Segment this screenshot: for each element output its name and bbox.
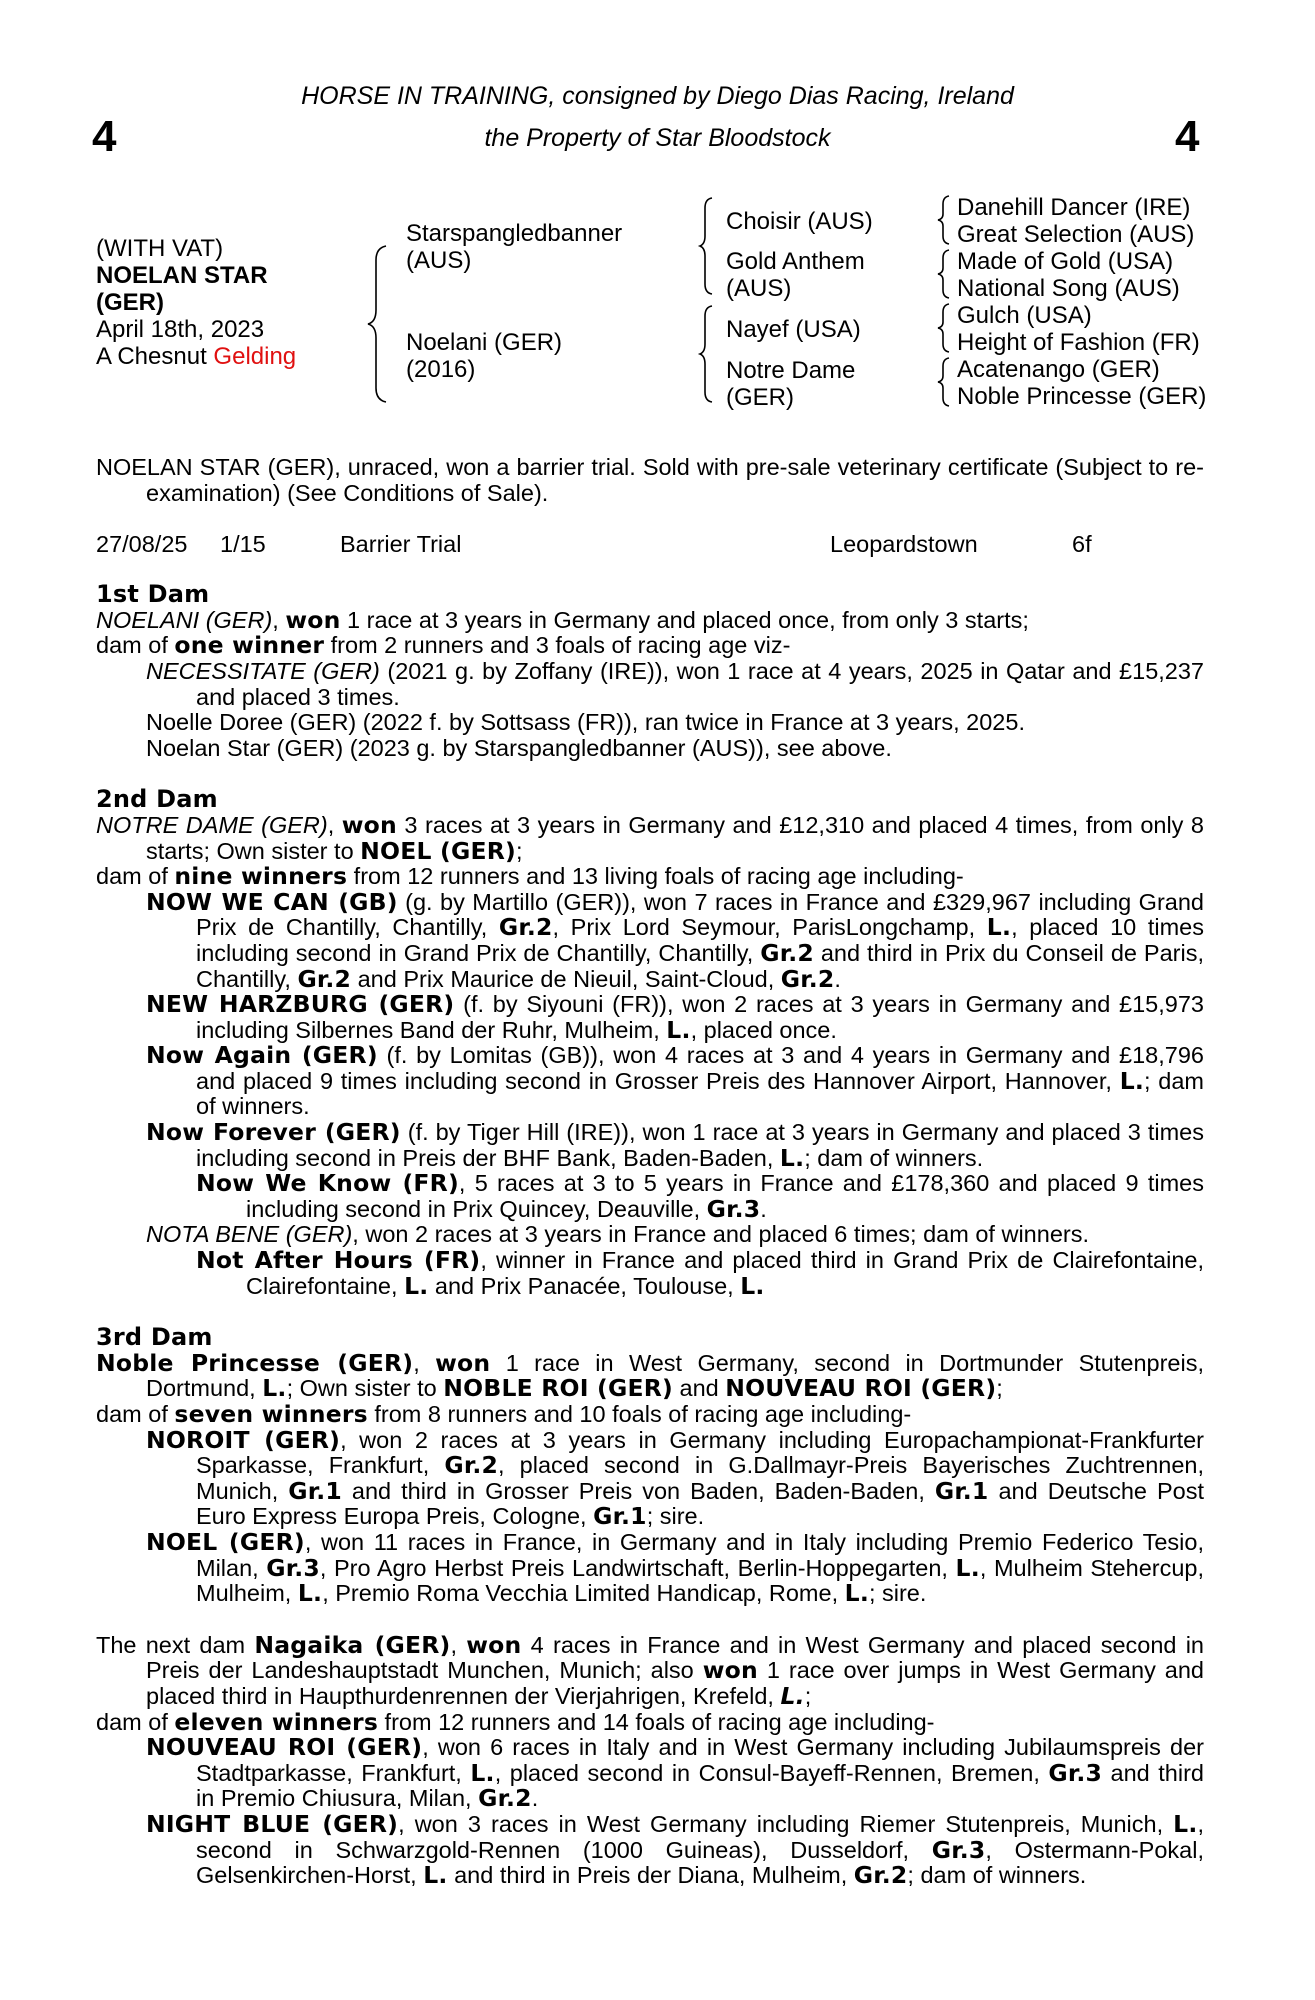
produce-nouveau-roi: NOUVEAU ROI (GER), won 6 races in Italy and in West Germany including Jubilaumspreis der Stadtparkasse, Frankfurt, L., placed second in Consul-Bayeff-Rennen, Bremen, Gr.3 and third in Premio Chiusura, Milan, Gr.2.	[146, 1733, 1204, 1813]
produce-new-harzburg: NEW HARZBURG (GER) (f. by Siyouni (FR)), won 2 races at 3 years in Germany and £15,973 including Silbernes Band der Ruhr, Mulheim, L., placed once.	[146, 990, 1204, 1044]
horse-name: NOELAN STAR	[96, 262, 268, 289]
produce-necessitate: NECESSITATE (GER) (2021 g. by Zoffany (IRE)), won 1 race at 4 years, 2025 in Qatar and £15,237 and placed 3 times.	[146, 657, 1204, 710]
produce-now-again: Now Again (GER) (f. by Lomitas (GB)), won 4 races at 3 and 4 years in Germany and £18,796 and placed 9 times including second in Grosser Preis des Hannover Airport, Hannover, L.; dam of winners.	[146, 1041, 1204, 1120]
second-dam-record: NOTRE DAME (GER), won 3 races at 3 years in Germany and £12,310 and placed 4 times, from only 8 starts; Own sister to NOEL (GER);	[96, 810, 1204, 865]
fourth-dam-record: The next dam Nagaika (GER), won 4 races in France and in West Germany and placed second in Preis der Landeshauptstadt Munchen, Munich; also won 1 race over jumps in West Germany and placed third in Haupthurdenrennen der Vierjahrigen, Krefeld, L.;	[96, 1630, 1204, 1710]
third-dam-record: Noble Princesse (GER), won 1 race in West Germany, second in Dortmunder Stutenpreis, Dortmund, L.; Own sister to NOBLE ROI (GER) and NOUVEAU ROI (GER);	[96, 1348, 1204, 1403]
trial-course: Leopardstown	[830, 531, 978, 558]
pedigree-brace-sire-side	[700, 196, 716, 296]
gen3-ancestors: Danehill Dancer (IRE) Great Selection (AUS) Made of Gold (USA) National Song (AUS) Gulch (USA) Height of Fashion (FR) Acatenango (GER) Noble Princesse (GER)	[957, 194, 1207, 410]
first-dam-produce: dam of one winner from 2 runners and 3 foals of racing age viz-	[96, 631, 791, 660]
produce-night-blue: NIGHT BLUE (GER), won 3 races in West Germany including Riemer Stutenpreis, Munich, L., second in Schwarzgold-Rennen (1000 Guineas), Dusseldorf, Gr.3, Ostermann-Pokal, Gelsenkirchen-Horst, L. and third in Preis der Diana, Mulheim, Gr.2; dam of winners.	[146, 1809, 1204, 1890]
third-dam-heading: 3rd Dam	[96, 1323, 213, 1352]
trial-result: 1/15	[220, 531, 266, 558]
third-dam-produce: dam of seven winners from 8 runners and 10 foals of racing age including-	[96, 1400, 912, 1428]
dam-dam: Notre Dame (GER)	[726, 357, 856, 411]
brace-gen3-2	[938, 248, 952, 300]
produce-noel: NOEL (GER), won 11 races in France, in Germany and in Italy including Premio Federico Tesio, Milan, Gr.3, Pro Agro Herbst Preis Landwirtschaft, Berlin-Hoppegarten, L., Mulheim Stehercup, Mulheim, L., Premio Roma Vecchia Limited Handicap, Rome, L.; sire.	[146, 1527, 1205, 1608]
second-dam-produce: dam of nine winners from 12 runners and 13 living foals of racing age including-	[96, 862, 964, 891]
vat-note: (WITH VAT)	[96, 235, 224, 262]
barrier-trial-row	[96, 532, 1204, 558]
pedigree-brace-dam-side	[700, 304, 716, 404]
summary: NOELAN STAR (GER), unraced, won a barrier trial. Sold with pre-sale veterinary certificate (Subject to re-examination) (See Conditions of Sale).	[96, 454, 1204, 506]
produce-now-we-know: Now We Know (FR), 5 races at 3 to 5 years in France and £178,360 and placed 9 times including second in Prix Quincey, Deauville, Gr.3.	[196, 1169, 1204, 1223]
catalogue-header: HORSE IN TRAINING, consigned by Diego Dias Racing, Ireland	[301, 82, 1014, 110]
sire-dam: Gold Anthem (AUS)	[726, 248, 865, 302]
horse-country: (GER)	[96, 289, 164, 316]
produce-not-after-hours: Not After Hours (FR), winner in France and placed third in Grand Prix de Clairefontaine, Clairefontaine, L. and Prix Panacée, Toulouse, L.	[196, 1246, 1204, 1300]
lot-number-left: 4	[92, 112, 117, 161]
horse-info	[96, 235, 296, 370]
foaling-date: April 18th, 2023	[96, 316, 265, 343]
dam-name: Noelani (GER) (2016)	[406, 329, 563, 383]
first-dam-heading: 1st Dam	[96, 580, 210, 609]
lot-number-right: 4	[1175, 112, 1200, 161]
produce-noelle-doree: Noelle Doree (GER) (2022 f. by Sottsass (FR)), ran twice in France at 3 years, 2025.	[146, 709, 1025, 736]
colour-sex	[96, 343, 296, 370]
produce-now-we-can: NOW WE CAN (GB) (g. by Martillo (GER)), won 7 races in France and £329,967 including Grand Prix de Chantilly, Chantilly, Gr.2, Prix Lord Seymour, ParisLongchamp, L., placed 10 times including second in Grand Prix de Chantilly, Chantilly, Gr.2 and third in Prix du Conseil de Paris, Chantilly, Gr.2 and Prix Maurice de Nieuil, Saint-Cloud, Gr.2.	[146, 887, 1204, 993]
trial-race: Barrier Trial	[340, 531, 462, 558]
second-dam-heading: 2nd Dam	[96, 785, 218, 814]
produce-nota-bene: NOTA BENE (GER), won 2 races at 3 years in France and placed 6 times; dam of winners.	[146, 1221, 1089, 1248]
sire-name: Starspangledbanner (AUS)	[406, 220, 623, 274]
brace-gen3-4	[938, 356, 952, 408]
produce-noelan-star: Noelan Star (GER) (2023 g. by Starspangledbanner (AUS)), see above.	[146, 734, 892, 761]
catalogue-body	[96, 455, 1204, 1889]
horse-sex: Gelding	[213, 343, 297, 370]
brace-gen3-1	[938, 194, 952, 246]
trial-date: 27/08/25	[96, 531, 188, 558]
brace-gen3-3	[938, 302, 952, 354]
first-dam-record: NOELANI (GER), won 1 race at 3 years in Germany and placed once, from only 3 starts;	[96, 605, 1029, 634]
fourth-dam-produce: dam of eleven winners from 12 runners and 14 foals of racing age including-	[96, 1707, 935, 1736]
trial-distance: 6f	[1072, 531, 1092, 558]
property-line: the Property of Star Bloodstock	[484, 124, 831, 152]
horse-colour: A Chesnut	[96, 343, 207, 370]
sire-sire: Choisir (AUS)	[726, 208, 873, 235]
dam-sire: Nayef (USA)	[726, 316, 861, 343]
pedigree-brace-gen1	[370, 244, 394, 404]
produce-now-forever: Now Forever (GER) (f. by Tiger Hill (IRE)), won 1 race at 3 years in Germany and placed 3 times including second in Preis der BHF Bank, Baden-Baden, L.; dam of winners.	[146, 1118, 1204, 1172]
produce-noroit: NOROIT (GER), won 2 races at 3 years in Germany including Europachampionat-Frankfurter Sparkasse, Frankfurt, Gr.2, placed second in G.Dallmayr-Preis Bayerisches Zuchtrennen, Munich, Gr.1 and third in Grosser Preis von Baden, Baden-Baden, Gr.1 and Deutsche Post Euro Express Europa Preis, Cologne, Gr.1; sire.	[146, 1425, 1205, 1531]
